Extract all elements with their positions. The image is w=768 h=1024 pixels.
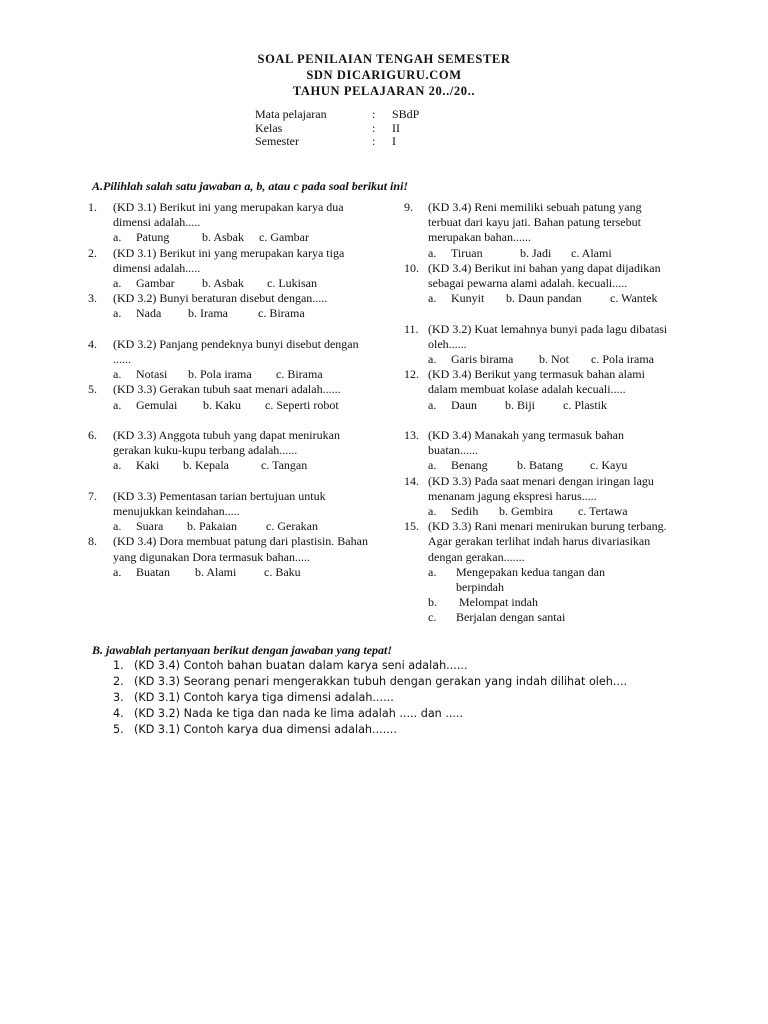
option-b: b. Asbak (202, 276, 244, 290)
question-text: (KD 3.2) Kuat lemahnya bunyi pada lagu dibatasi oleh...... (428, 321, 668, 351)
question-column-left (88, 200, 378, 595)
info-colon: : (372, 107, 376, 121)
option-a-letter: a. (428, 397, 437, 412)
question-text: (KD 3.3) Gerakan tubuh saat menari adalah...... (113, 382, 341, 397)
question-number: 13. (404, 427, 419, 442)
option-c: c. Tangan (261, 458, 308, 473)
question-number: 12. (404, 367, 419, 382)
option-letter: c. (428, 610, 437, 625)
info-label: Mata pelajaran (255, 107, 327, 121)
option-b: b. Batang (517, 458, 563, 473)
question-text: (KD 3.4) Berikut ini bahan yang dapat dijadikan sebagai pewarna alami adalah. kecuali..... (428, 260, 661, 290)
answer-options (428, 352, 676, 367)
option-a-letter: a. (113, 397, 122, 412)
question-text: (KD 3.3) Pementasan tarian bertujuan untuk menujukkan keindahan..... (113, 488, 326, 518)
academic-year: TAHUN PELAJARAN 20../20.. (292, 84, 476, 98)
option-a: Tiruan (451, 245, 483, 260)
option-c: c. Tertawa (578, 503, 628, 518)
question-text: (KD 3.4) Reni memiliki sebuah patung yang terbuat dari kayu jati. Bahan patung tersebut merupakan bahan...... (428, 200, 642, 245)
question-13 (404, 428, 676, 474)
question-5 (88, 382, 378, 428)
option-a-letter: a. (113, 230, 122, 245)
question-4 (88, 337, 378, 383)
info-value: II (392, 120, 400, 135)
question-number: 15. (404, 519, 419, 534)
option-b: b. Asbak (202, 230, 244, 245)
option-text: Berjalan dengan santai (456, 610, 566, 625)
question-number: 5. (113, 723, 124, 736)
answer-options (113, 565, 378, 580)
question-number: 2. (88, 245, 97, 260)
option-text: Mengepakan kedua tangan dan berpindah (456, 564, 605, 594)
question-text: (KD 3.4) Contoh bahan buatan dalam karya seni adalah...... (134, 659, 468, 672)
answer-options (428, 398, 676, 413)
option-c: c. Plastik (563, 397, 607, 412)
option-letter: a. (428, 564, 437, 579)
question-6 (88, 428, 378, 489)
answer-options (428, 246, 676, 261)
option-a-letter: a. (428, 352, 437, 366)
question-number: 9. (404, 200, 413, 214)
option-c: c. Gerakan (266, 519, 318, 534)
option-c: c. Gambar (259, 230, 309, 245)
option-a: Kunyit (451, 291, 485, 306)
option-c: c. Kayu (590, 458, 628, 473)
question-text: (KD 3.4) Dora membuat patung dari plastisin. Bahan yang digunakan Dora termasuk bahan..... (113, 534, 368, 564)
question-1 (88, 200, 378, 246)
info-value: I (392, 134, 396, 148)
option-b: b. Not (539, 352, 569, 366)
question-number: 5. (88, 382, 97, 397)
answer-options (113, 458, 378, 473)
option-a: Suara (136, 519, 164, 534)
answer-options (428, 504, 676, 519)
option-a: Benang (451, 458, 488, 473)
answer-options (113, 276, 378, 291)
question-8 (88, 534, 378, 595)
school-name: SDN DICARIGURU.COM (306, 68, 462, 82)
question-text: (KD 3.3) Seorang penari mengerakkan tubuh dengan gerakan yang indah dilihat oleh.... (134, 675, 628, 688)
option-a: Buatan (136, 564, 170, 579)
question-number: 14. (404, 473, 419, 488)
option-c: c. Alami (571, 245, 612, 260)
option-a: Notasi (136, 367, 168, 382)
option-a: Patung (136, 230, 170, 245)
option-b: b. Kaku (203, 397, 241, 412)
option-a-letter: a. (428, 245, 437, 260)
question-9 (404, 200, 676, 261)
option-c: c. Baku (264, 564, 301, 579)
question-text: (KD 3.3) Pada saat menari dengan iringan lagu menanam jagung ekspresi harus..... (428, 473, 654, 503)
option-c: c. Seperti robot (265, 397, 339, 412)
question-number: 4. (88, 336, 97, 351)
option-a-letter: a. (113, 519, 122, 534)
question-11 (404, 322, 676, 368)
info-colon: : (372, 120, 376, 135)
option-c: c. Pola irama (591, 352, 654, 366)
question-text: (KD 3.1) Berikut ini yang merupakan karya tiga dimensi adalah..... (113, 245, 345, 275)
question-7 (88, 489, 378, 535)
option-a: Nada (136, 306, 162, 321)
option-c: c. Birama (276, 367, 323, 382)
option-b: b. Irama (188, 306, 228, 321)
question-number: 3. (113, 691, 124, 704)
option-b: b. Biji (505, 397, 536, 412)
answer-options (113, 519, 378, 534)
option-letter: b. (428, 595, 437, 610)
question-number: 10. (404, 260, 419, 275)
option-a-letter: a. (428, 291, 437, 306)
option-c: c. Wantek (610, 291, 658, 306)
question-number: 11. (404, 321, 419, 336)
info-label: Semester (255, 134, 299, 148)
option-a: Garis birama (451, 352, 514, 366)
option-b: b. Jadi (520, 245, 552, 260)
option-a: Gambar (136, 276, 175, 290)
answer-options (113, 398, 378, 413)
question-12 (404, 367, 676, 428)
question-number: 3. (88, 291, 97, 306)
question-number: 8. (88, 534, 97, 549)
answer-option-c (428, 610, 676, 625)
option-b: b. Pola irama (188, 367, 252, 382)
question-number: 7. (88, 488, 97, 503)
question-text: (KD 3.2) Nada ke tiga dan nada ke lima adalah ..... dan ..... (134, 707, 464, 720)
question-number: 2. (113, 675, 124, 688)
option-a: Kaki (136, 458, 160, 473)
answer-options (428, 458, 676, 473)
question-column-right (404, 200, 676, 626)
option-c: c. Lukisan (267, 276, 317, 290)
question-text: (KD 3.2) Bunyi beraturan disebut dengan..... (113, 291, 328, 306)
question-number: 1. (88, 200, 97, 214)
option-b: b. Kepala (183, 458, 229, 473)
option-text: Melompat indah (459, 595, 538, 610)
option-a-letter: a. (428, 458, 437, 473)
question-text: (KD 3.2) Panjang pendeknya bunyi disebut dengan ...... (113, 336, 359, 366)
info-value: SBdP (392, 107, 420, 121)
answer-options (113, 230, 378, 245)
answer-options (428, 291, 676, 306)
option-b: b. Alami (195, 564, 237, 579)
info-colon: : (372, 134, 376, 148)
question-number: 6. (88, 427, 97, 442)
question-text: (KD 3.4) Berikut yang termasuk bahan alami dalam membuat kolase adalah kecuali..... (428, 367, 645, 397)
info-label: Kelas (255, 120, 283, 135)
section-a-title: A.Pilihlah salah satu jawaban a, b, atau c pada soal berikut ini! (92, 179, 409, 193)
option-a-letter: a. (113, 306, 122, 321)
question-3 (88, 291, 378, 337)
option-a: Gemulai (136, 397, 178, 412)
question-2 (88, 246, 378, 292)
option-b: b. Gembira (499, 503, 553, 518)
section-b-title: B. jawablah pertanyaan berikut dengan jawaban yang tepat! (92, 643, 393, 657)
answer-option-a (428, 565, 646, 595)
answer-options (113, 306, 378, 321)
option-b: b. Daun pandan (506, 291, 582, 306)
exam-title: SOAL PENILAIAN TENGAH SEMESTER (257, 52, 511, 66)
option-a-letter: a. (113, 564, 122, 579)
option-a-letter: a. (113, 276, 122, 290)
option-a: Daun (451, 397, 477, 412)
answer-option-b (428, 595, 676, 610)
question-15 (404, 519, 676, 625)
question-number: 4. (113, 707, 124, 720)
question-10 (404, 261, 676, 322)
option-a: Sedih (451, 503, 479, 518)
question-text: (KD 3.4) Manakah yang termasuk bahan buatan...... (428, 427, 624, 458)
question-text: (KD 3.1) Contoh karya tiga dimensi adalah...... (134, 691, 394, 704)
question-text: (KD 3.1) Berikut ini yang merupakan karya dua dimensi adalah..... (113, 200, 344, 230)
option-a-letter: a. (113, 367, 122, 382)
question-number: 1. (113, 659, 124, 672)
option-b: b. Pakaian (187, 519, 237, 534)
answer-options (113, 367, 378, 382)
option-c: c. Birama (258, 306, 305, 321)
option-a-letter: a. (428, 503, 437, 518)
question-text: (KD 3.1) Contoh karya dua dimensi adalah....... (134, 723, 397, 736)
question-text: (KD 3.3) Anggota tubuh yang dapat menirukan gerakan kuku-kupu terbang adalah...... (113, 427, 340, 458)
option-a-letter: a. (113, 458, 122, 473)
question-text: (KD 3.3) Rani menari menirukan burung terbang. Agar gerakan terlihat indah harus divariasikan dengan gerakan....... (428, 519, 667, 564)
question-14 (404, 474, 676, 520)
